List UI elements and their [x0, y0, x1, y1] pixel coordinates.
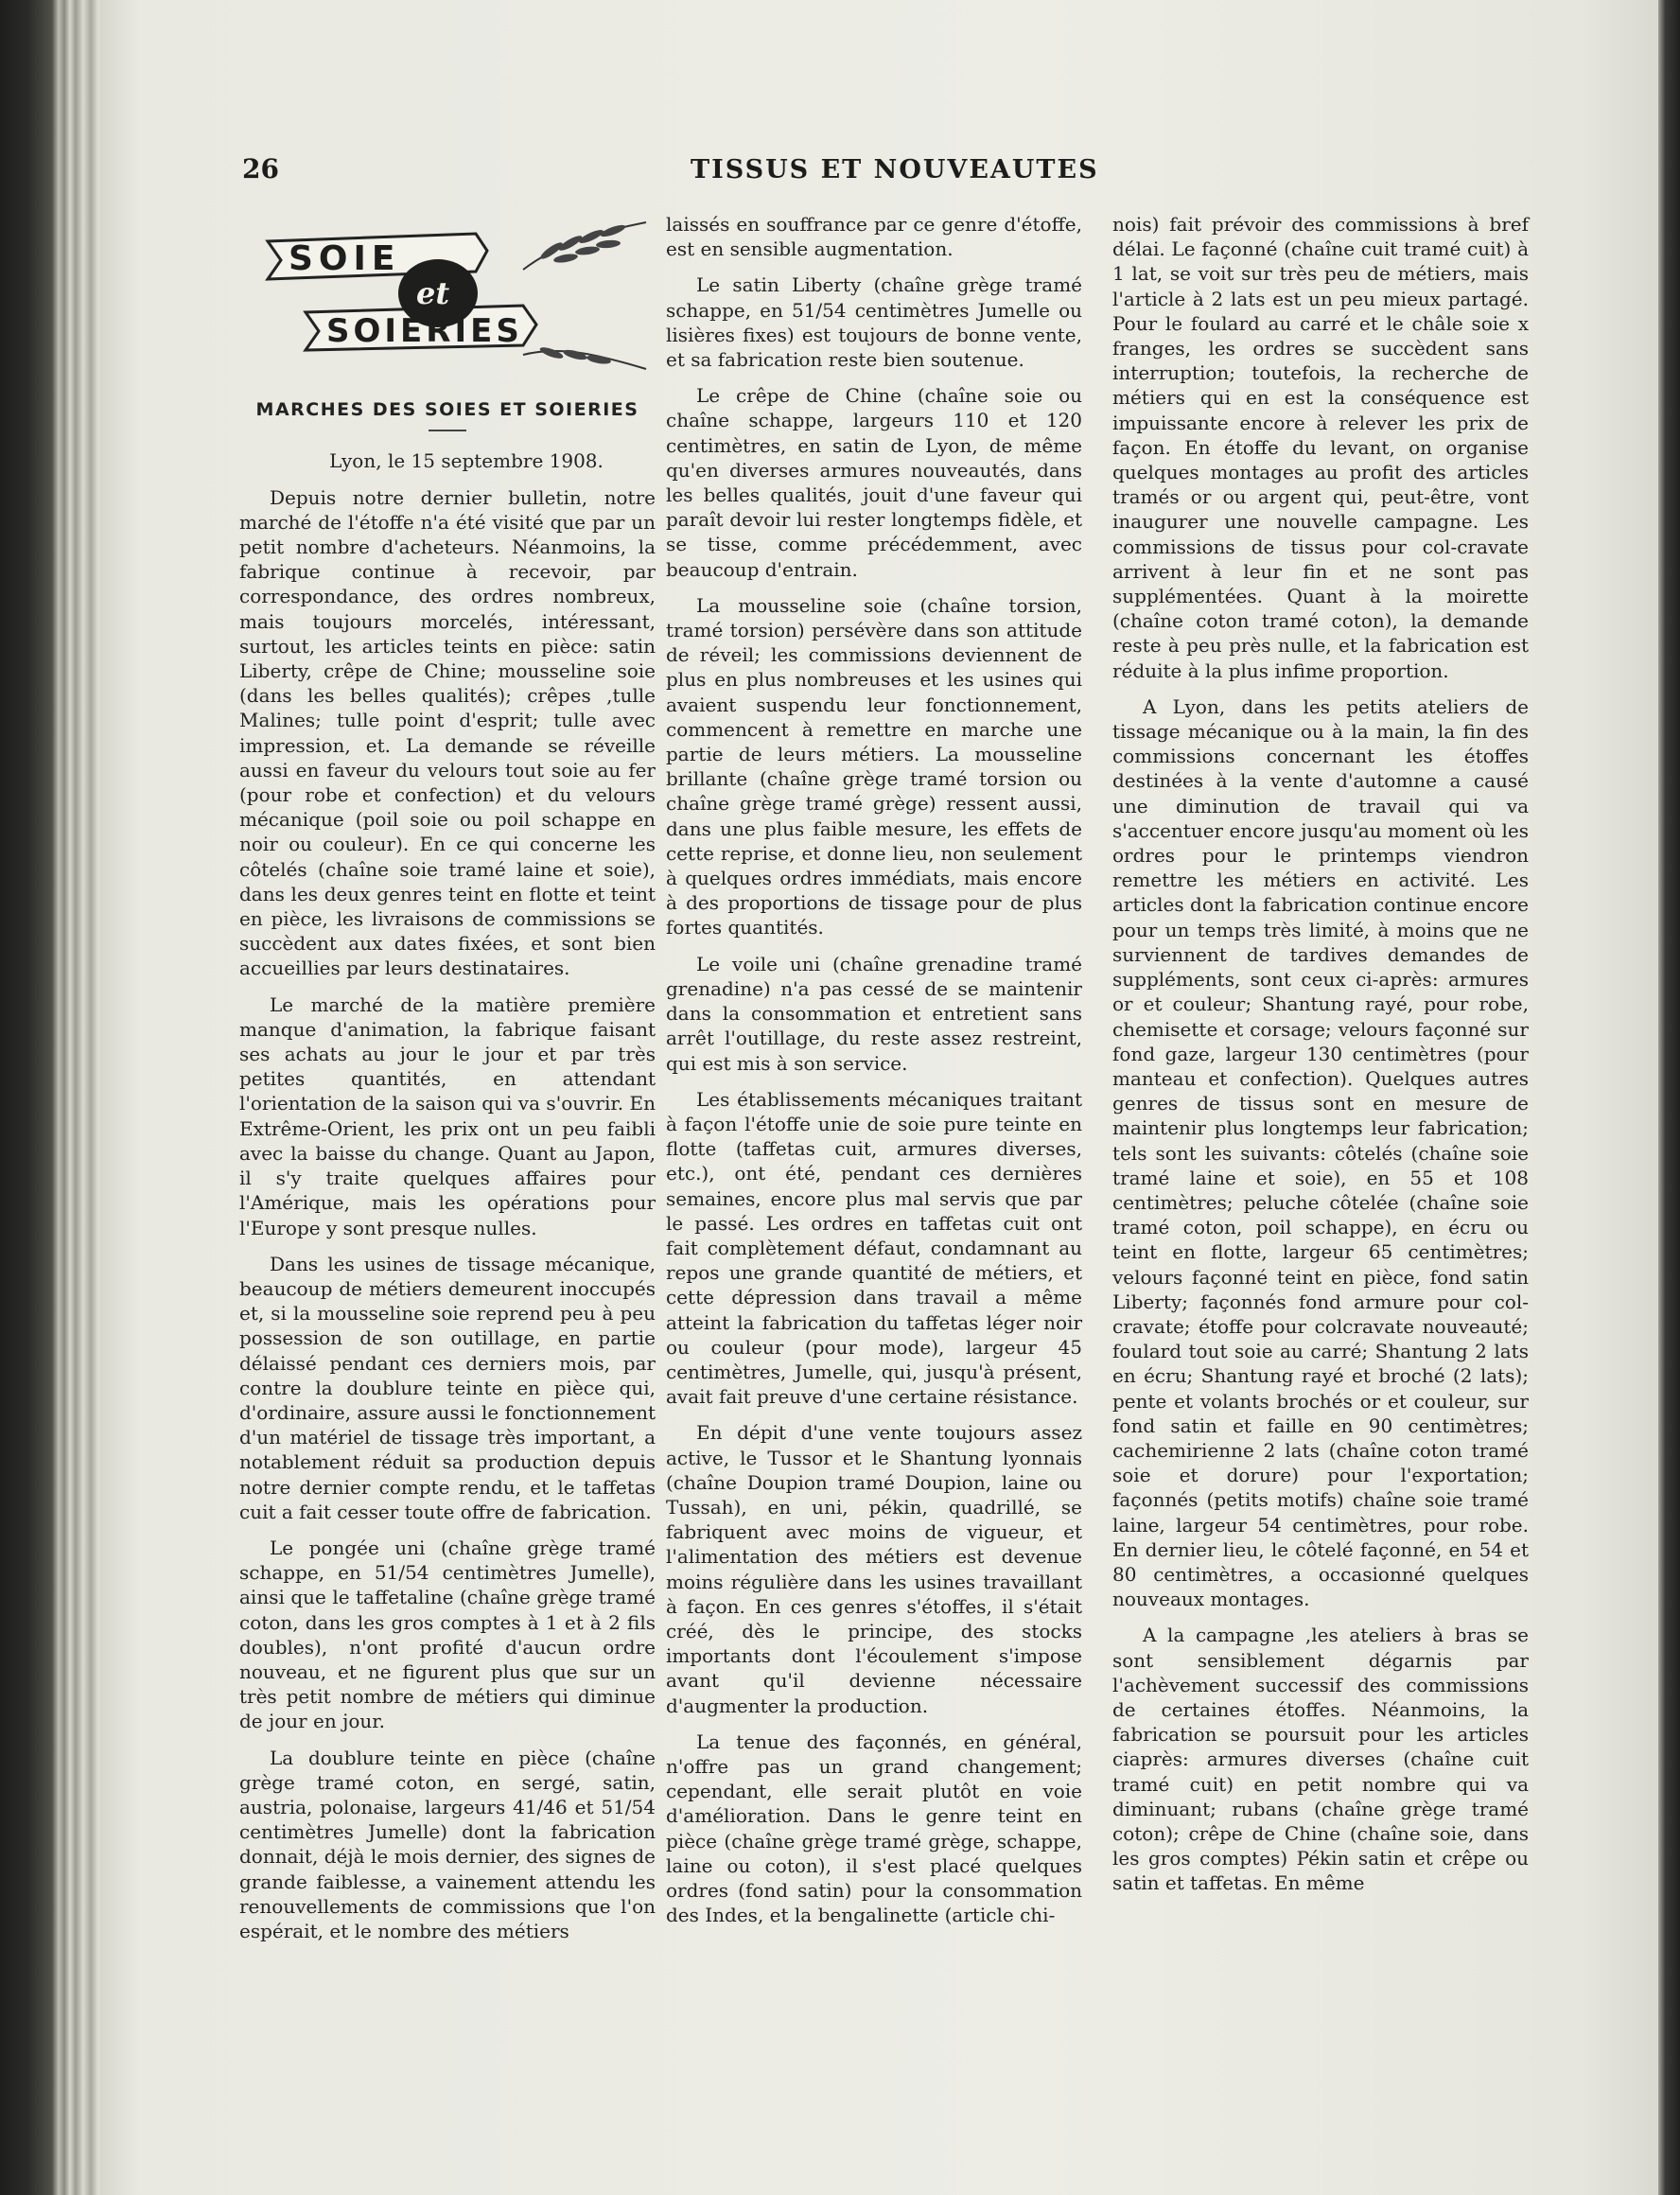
- soie-et-soieries-emblem: [239, 213, 656, 378]
- book-page: [102, 0, 1658, 2195]
- paragraph: Le satin Liberty (chaîne grège tramé schappe, en 51/54 centimètres Jumelle ou lisières fixes) est toujours de bonne vente, et sa fabrication reste bien soutenue.: [666, 273, 1082, 372]
- text-column-3: [1112, 212, 1529, 1907]
- paragraph: nois) fait prévoir des commissions à bref délai. Le façonné (chaîne cuit tramé cuit) à 1 lat, se voit sur très peu de métiers, mais l'article à 2 lats est un peu mieux partagé. Pour le foulard au carré et le châle soie x franges, les ordres se succèdent sans interruption; toutefois, la recherche de métiers qui en est la conséquence est impuissante encore à relever les prix de façon. En étoffe du levant, on organise quelques montages au profit des articles tramés or ou argent qui, peut-être, vont inaugurer une nouvelle campagne. Les commissions de tissus pour col-cravate arrivent à leur fin et ne sont pas supplémentées. Quant à la moirette (chaîne coton tramé coton), la demande reste à peu près nulle, et la fabrication est réduite à la plus infime proportion.: [1112, 213, 1529, 682]
- paragraph: Les établissements mécaniques traitant à façon l'étoffe unie de soie pure teinte en flotte (taffetas cuit, armures diverses, etc.), ont été, pendant ces dernières semaines, encore plus mal servis que par le passé. Les ordres en taffetas cuit ont fait complètement défaut, condamnant au repos une grande quantité de métiers, et cette dépression dans travail a même atteint la fabrication du taffetas léger noir ou couleur (pour mode), largeur 45 centimètres, Jumelle, qui, jusqu'à présent, avait fait preuve d'une certaine résistance.: [666, 1087, 1082, 1409]
- paragraph: laissés en souffrance par ce genre d'étoffe, est en sensible augmentation.: [666, 213, 1082, 261]
- paragraph: Depuis notre dernier bulletin, notre marché de l'étoffe n'a été visité que par un petit nombre d'acheteurs. Néanmoins, la fabrique continue à recevoir, par correspondance, des ordres nombreux, mais toujours morcelés, intéressant, surtout, les articles teints en pièce: satin Liberty, crêpe de Chine; mousseline soie (dans les belles qualités); crêpes ,tulle Malines; tulle point d'esprit; tulle avec impression, et. La demande se réveille aussi en faveur du velours tout soie au fer (pour robe et confection) et du velours mécanique (poil soie ou poil schappe en noir ou couleur). En ce qui concerne les côtelés (chaîne soie tramé laine et soie), dans les deux genres teint en flotte et teint en pièce, les livraisons de commissions se succèdent aux dates fixées, et sont bien accueillies par leurs destinataires.: [239, 485, 656, 980]
- book-binding: [0, 0, 114, 2195]
- paragraph: Le crêpe de Chine (chaîne soie ou chaîne schappe, largeurs 110 et 120 centimètres, en satin de Lyon, de même qu'en diverses armures nouveautés, dans les belles qualités, jouit d'une faveur qui paraît devoir lui rester longtemps fidèle, et se tisse, comme précédemment, avec beaucoup d'entrain.: [666, 384, 1082, 581]
- svg-text:SOIERIES: SOIERIES: [326, 312, 523, 350]
- paragraph: A Lyon, dans les petits ateliers de tissage mécanique ou à la main, la fin des commissions concernant les étoffes destinées à la vente d'automne a causé une diminution de travail qui va s'accentuer encore jusqu'au moment où les ordres pour le printemps viendron remettre les métiers en activité. Les articles dont la fabrication continue encore pour un temps très limité, à moins que ne surviennent de tardives demandes de suppléments, sont ceux ci-après: armures or et couleur; Shantung rayé, pour robe, chemisette et corsage; velours façonné sur fond gaze, largeur 130 centimètres (pour manteau et confection). Quelques autres genres de tissus sont en mesure de maintenir plus longtemps leur fabrication; tels sont les suivants: côtelés (chaîne soie tramé laine et soie), en 55 et 108 centimètres; peluche côtelée (chaîne soie tramé coton, poil schappe), en écru ou teint en flotte, largeur 65 centimètres; velours façonné teint en pièce, fond satin Liberty; façonnés fond armure pour col-cravate; étoffe pour colcravate nouveauté; foulard tout soie au carré; Shantung 2 lats en écru; Shantung rayé et broché (2 lats); pente et volants brochés or et couleur, sur fond satin et faille en 90 centimètres; cachemirienne 2 lats (chaîne coton tramé soie et dorure) pour l'exportation; façonnés (petits motifs) chaîne soie tramé laine, largeur 54 centimètres, pour robe. En dernier lieu, le côtelé façonné, en 54 et 80 centimètres, a occasionné quelques nouveaux montages.: [1112, 694, 1529, 1611]
- text-column-2: [666, 212, 1082, 1939]
- svg-text:et: et: [416, 275, 450, 311]
- journal-title: TISSUS ET NOUVEAUTES: [691, 155, 1099, 184]
- text-column-1: [239, 213, 656, 1955]
- paragraph: Dans les usines de tissage mécanique, beaucoup de métiers demeurent inoccupés et, si la mousseline soie reprend peu à peu possession de son outillage, en partie délaissé pendant ces derniers mois, par contre la doublure teinte en pièce qui, d'ordinaire, assure aussi le fonctionnement d'un matériel de tissage très important, a notablement réduit sa production depuis notre dernier compte rendu, et le taffetas cuit a fait cesser toute offre de fabrication.: [239, 1252, 656, 1523]
- dateline: Lyon, le 15 septembre 1908.: [329, 449, 604, 473]
- paragraph: La mousseline soie (chaîne torsion, tramé torsion) persévère dans son attitude de réveil; les commissions deviennent de plus en plus nombreuses et les usines qui avaient suspendu leur fonctionnement, commencent à remettre en marche une partie de leurs métiers. La mousseline brillante (chaîne grège tramé torsion ou chaîne grège tramé grège) ressent aussi, dans une plus faible mesure, les effets de cette reprise, et donne lieu, non seulement à quelques ordres immédiats, mais encore à des proportions de tissage pour de plus fortes quantités.: [666, 593, 1082, 939]
- svg-text:SOIE: SOIE: [289, 239, 401, 278]
- page-right-edge: [1655, 0, 1680, 2195]
- laurel-branch-icon: [523, 222, 646, 369]
- heading-rule: [429, 430, 466, 431]
- paragraph: La tenue des façonnés, en général, n'offre pas un grand changement; cependant, elle serait plutôt en voie d'amélioration. Dans le genre teint en pièce (chaîne grège tramé grège, schappe, laine ou coton), il s'est placé quelques ordres (fond satin) pour la consommation des Indes, et la bengalinette (article chi-: [666, 1730, 1082, 1927]
- paragraph: A la campagne ,les ateliers à bras se sont sensiblement dégarnis par l'achèvement successif des commissions de certaines étoffes. Néanmoins, la fabrication se poursuit pour les articles ciaprès: armures diverses (chaîne cuit tramé cuit) en petit nombre qui va diminuant; rubans (chaîne grège tramé coton); crêpe de Chine (chaîne soie, dans les gros comptes) Pékin satin et crêpe ou satin et taffetas. En même: [1112, 1624, 1529, 1895]
- paragraph: Le marché de la matière première manque d'animation, la fabrique faisant ses achats au jour le jour et par très petites quantités, en attendant l'orientation de la saison qui va s'ouvrir. En Extrême-Orient, les prix ont un peu faibli avec la baisse du change. Quant au Japon, il s'y traite quelques affaires pour l'Amérique, mais les opérations pour l'Europe y sont presque nulles.: [239, 992, 656, 1239]
- paragraph: La doublure teinte en pièce (chaîne grège tramé coton, en sergé, satin, austria, polonaise, largeurs 41/46 et 51/54 centimètres Jumelle) dont la fabrication donnait, déjà le mois dernier, des signes de grande faiblesse, a vainement attendu les renouvellements de commissions que l'on espérait, et le nombre des métiers: [239, 1746, 656, 1942]
- paragraph: Le voile uni (chaîne grenadine tramé grenadine) n'a pas cessé de se maintenir dans la consommation et entretient sans arrêt l'outillage, du reste assez restreint, qui est mis à son service.: [666, 952, 1082, 1075]
- page-number: 26: [242, 153, 279, 184]
- paragraph: En dépit d'une vente toujours assez active, le Tussor et le Shantung lyonnais (chaîne Doupion tramé Doupion, laine ou Tussah), en uni, pékin, quadrillé, se fabriquent avec moins de vigueur, et l'alimentation des métiers est devenue moins régulière dans les usines travaillant à façon. En ces genres s'étoffes, il s'était créé, dès le principe, des stocks importants dont l'écoulement s'impose avant qu'il devienne nécessaire d'augmenter la production.: [666, 1421, 1082, 1717]
- paragraph: Le pongée uni (chaîne grège tramé schappe, en 51/54 centimètres Jumelle), ainsi que le taffetaline (chaîne grège tramé coton, dans les gros comptes à 1 et à 2 fils doubles), n'ont profité d'aucun ordre nouveau, et ne figurent plus que sur un très petit nombre de métiers qui diminue de jour en jour.: [239, 1536, 656, 1733]
- article-heading: MARCHES DES SOIES ET SOIERIES: [255, 399, 639, 421]
- running-header: [102, 153, 1658, 201]
